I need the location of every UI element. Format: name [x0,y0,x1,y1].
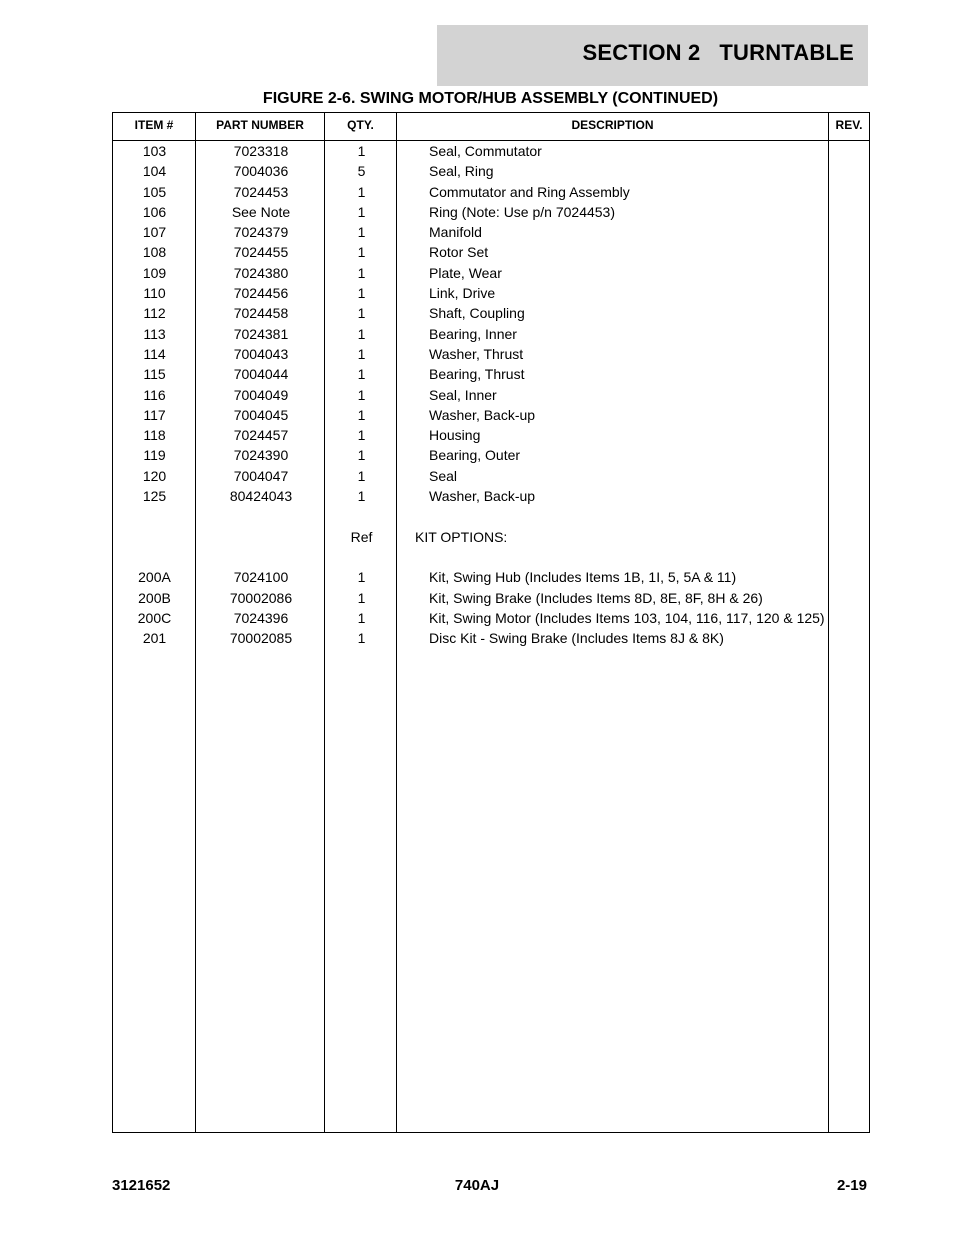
part-number-cell: 7024380 [233,264,289,281]
item-cell: 107 [142,224,167,241]
description-cell: Plate, Wear [429,264,502,281]
description-cell: Seal [429,467,458,484]
part-number-cell: 7024453 [233,183,289,200]
table-row [113,608,869,628]
qty-cell: 1 [357,305,366,322]
description-cell: Seal, Inner [429,386,497,403]
description-cell: Bearing, Outer [429,447,521,464]
description-cell: Washer, Back-up [429,488,536,505]
item-cell: 200B [138,589,171,606]
qty-cell: 5 [357,163,366,180]
part-number-cell: 7004043 [233,345,289,362]
item-cell: 113 [143,325,166,342]
part-number-cell: 7004049 [233,386,289,403]
column-header-description: DESCRIPTION [571,118,654,132]
part-number-cell: 80424043 [229,488,293,505]
item-cell: 120 [142,467,167,484]
description-cell: Housing [429,427,481,444]
document-number: 3121652 [112,1177,171,1194]
description-cell: Bearing, Thrust [429,366,525,383]
qty-cell: 1 [357,609,366,626]
table-row [113,141,869,161]
description-cell: Disc Kit - Swing Brake (Includes Items 8J & 8K) [429,630,724,647]
description-cell: Bearing, Inner [429,325,517,342]
description-cell: Manifold [429,224,482,241]
item-cell: 112 [143,305,166,322]
item-cell: 118 [143,427,166,444]
part-number-cell: 7024458 [233,305,289,322]
part-number-cell: See Note [231,203,291,220]
table-row [113,425,869,445]
part-number-cell: 7024381 [233,325,289,342]
table-row [113,527,869,547]
part-number-cell: 7004036 [233,163,289,180]
description-cell: Ring (Note: Use p/n 7024453) [429,203,615,220]
part-number-cell: 7024456 [233,285,289,302]
description-cell: Seal, Commutator [429,143,542,159]
description-cell: Kit, Swing Hub (Includes Items 1B, 1I, 5, 5A & 11) [429,569,737,586]
item-cell: 114 [143,345,166,362]
item-cell: 201 [142,630,167,647]
qty-cell: 1 [357,264,366,281]
qty-cell: 1 [357,569,366,586]
qty-cell: 1 [357,203,366,220]
description-cell: Rotor Set [429,244,489,261]
table-row [113,283,869,303]
table-row [113,222,869,242]
table-row [113,324,869,344]
description-cell: Seal, Ring [429,163,494,180]
table-row [113,303,869,323]
table-row [113,628,869,648]
qty-cell: 1 [357,224,366,241]
section-title: SECTION 2 TURNTABLE [582,40,854,65]
column-header-rev: REV. [835,118,863,132]
model-name: 740AJ [454,1177,500,1194]
table-row [113,588,869,608]
item-cell: 119 [143,447,166,464]
qty-cell: 1 [357,244,366,261]
qty-cell: 1 [357,589,366,606]
description-cell: Commutator and Ring Assembly [429,183,630,200]
item-cell: 105 [142,183,167,200]
description-cell: Kit, Swing Motor (Includes Items 103, 104, 116, 117, 120 & 125) [429,609,825,626]
qty-cell: Ref [350,528,373,545]
part-number-cell: 70002085 [229,630,293,647]
qty-cell: 1 [357,325,366,342]
item-cell: 116 [143,386,166,403]
table-row [113,567,869,587]
part-number-cell: 7024455 [233,244,289,261]
figure-title: FIGURE 2-6. SWING MOTOR/HUB ASSEMBLY (CONTINUED) [262,90,719,107]
part-number-cell: 7004047 [233,467,289,484]
qty-cell: 1 [357,366,366,383]
qty-cell: 1 [357,630,366,647]
qty-cell: 1 [357,488,366,505]
column-header-part-number: PART NUMBER [216,118,304,132]
table-row [113,445,869,465]
part-number-cell: 7024390 [233,447,289,464]
item-cell: 115 [143,366,166,383]
part-number-cell: 7024379 [233,224,289,241]
qty-cell: 1 [357,427,366,444]
table-row [113,263,869,283]
table-row [113,242,869,262]
qty-cell: 1 [357,467,366,484]
part-number-cell: 7004044 [233,366,289,383]
part-number-cell: 7023318 [233,143,289,159]
description-cell: KIT OPTIONS: [415,528,508,545]
table-row [113,182,869,202]
qty-cell: 1 [357,386,366,403]
table-row [113,486,869,506]
column-header-qty: QTY. [347,118,374,132]
parts-table [112,112,870,1133]
table-row [113,202,869,222]
table-row [113,344,869,364]
section-header-box [437,25,868,86]
description-cell: Washer, Thrust [429,345,524,362]
part-number-cell: 7024100 [233,569,289,586]
description-cell: Washer, Back-up [429,406,536,423]
description-cell: Kit, Swing Brake (Includes Items 8D, 8E, 8F, 8H & 26) [429,589,763,606]
qty-cell: 1 [357,183,366,200]
item-cell: 106 [142,203,167,220]
qty-cell: 1 [357,406,366,423]
qty-cell: 1 [357,285,366,302]
item-cell: 103 [142,143,167,159]
table-row [113,161,869,181]
item-cell: 109 [142,264,167,281]
qty-cell: 1 [357,143,366,159]
item-cell: 200A [138,569,171,586]
part-number-cell: 7004045 [233,406,289,423]
item-cell: 104 [142,163,167,180]
description-cell: Link, Drive [429,285,496,302]
part-number-cell: 7024457 [233,427,289,444]
table-body [113,141,869,648]
part-number-cell: 70002086 [229,589,293,606]
table-row [113,506,869,526]
qty-cell: 1 [357,345,366,362]
item-cell: 200C [137,609,172,626]
table-row [113,405,869,425]
description-cell: Shaft, Coupling [429,305,525,322]
column-header-item: ITEM # [134,118,174,132]
part-number-cell: 7024396 [233,609,289,626]
item-cell: 125 [142,488,167,505]
item-cell: 110 [143,285,166,302]
page-number: 2-19 [836,1177,867,1194]
item-cell: 108 [142,244,167,261]
table-row [113,385,869,405]
item-cell: 117 [143,406,166,423]
qty-cell: 1 [357,447,366,464]
table-row [113,466,869,486]
table-row [113,547,869,567]
table-row [113,364,869,384]
